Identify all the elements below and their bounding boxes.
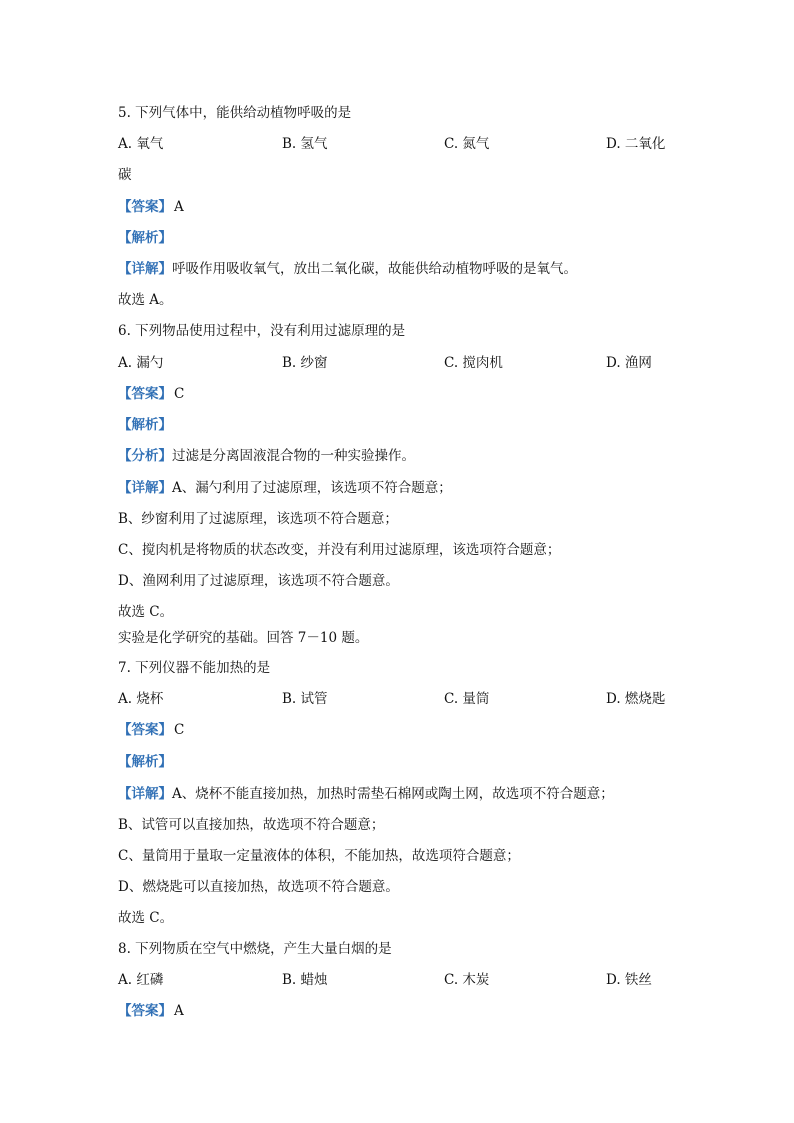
q8-answer-value: A [174, 1003, 184, 1019]
q6-detail-a-text: A、漏勺利用了过滤原理，该选项不符合题意； [172, 480, 452, 496]
q8-stem: 8. 下列物质在空气中燃烧，产生大量白烟的是 [118, 941, 392, 957]
q5-option-wrap: 碳 [118, 167, 132, 183]
q7-detail-b: B、试管可以直接加热，故选项不符合题意； [118, 817, 385, 833]
answer-tag: 【答案】 [118, 1003, 172, 1019]
q6-detail-c: C、搅肉机是将物质的状态改变，并没有利用过滤原理，该选项符合题意； [118, 542, 561, 558]
q7-detail-a [118, 785, 614, 803]
detail-tag: 【详解】 [118, 786, 172, 802]
q7-answer [118, 721, 184, 739]
q5-answer-value: A [174, 199, 184, 215]
answer-tag: 【答案】 [118, 386, 172, 402]
q6-answer [118, 385, 184, 403]
q7-option-a: A. 烧杯 [118, 691, 164, 707]
q6-answer-value: C [174, 386, 185, 402]
q6-fenxi [118, 447, 415, 465]
answer-tag: 【答案】 [118, 199, 172, 215]
q5-detail [118, 260, 577, 278]
q5-option-b: B. 氢气 [282, 136, 328, 152]
analysis-tag: 【解析】 [118, 417, 172, 433]
q6-detail-b: B、纱窗利用了过滤原理，该选项不符合题意； [118, 511, 398, 527]
detail-tag: 【详解】 [118, 480, 172, 496]
q6-detail-d: D、渔网利用了过滤原理，该选项不符合题意。 [118, 573, 399, 589]
q7-stem: 7. 下列仪器不能加热的是 [118, 660, 271, 676]
q7-option-c: C. 量筒 [444, 691, 490, 707]
q7-option-b: B. 试管 [282, 691, 328, 707]
intro-7-10: 实验是化学研究的基础。回答 7－10 题。 [118, 630, 369, 646]
q5-option-d: D. 二氧化 [606, 136, 666, 152]
q7-detail-d: D、燃烧匙可以直接加热，故选项不符合题意。 [118, 879, 399, 895]
q8-option-c: C. 木炭 [444, 972, 490, 988]
q5-option-a: A. 氧气 [118, 136, 164, 152]
q5-option-c: C. 氮气 [444, 136, 490, 152]
q5-detail-text: 呼吸作用吸收氧气，放出二氧化碳，故能供给动植物呼吸的是氧气。 [172, 261, 577, 277]
q5-conclusion: 故选 A。 [118, 292, 173, 308]
q7-answer-value: C [174, 722, 185, 738]
detail-tag: 【详解】 [118, 261, 172, 277]
q6-option-c: C. 搅肉机 [444, 355, 503, 371]
q6-fenxi-text: 过滤是分离固液混合物的一种实验操作。 [172, 448, 415, 464]
q6-conclusion: 故选 C。 [118, 604, 174, 620]
q6-detail-a [118, 479, 452, 497]
answer-tag: 【答案】 [118, 722, 172, 738]
q7-detail-c: C、量筒用于量取一定量液体的体积，不能加热，故选项符合题意； [118, 848, 520, 864]
analysis-tag: 【解析】 [118, 230, 172, 246]
q8-answer [118, 1002, 184, 1020]
q6-option-d: D. 渔网 [606, 355, 652, 371]
q7-detail-a-text: A、烧杯不能直接加热，加热时需垫石棉网或陶土网，故选项不符合题意； [172, 786, 614, 802]
q8-option-b: B. 蜡烛 [282, 972, 328, 988]
q7-analysis-tag [118, 753, 172, 771]
q6-stem: 6. 下列物品使用过程中，没有利用过滤原理的是 [118, 323, 406, 339]
q5-answer [118, 198, 184, 216]
q6-option-a: A. 漏勺 [118, 355, 164, 371]
q6-option-b: B. 纱窗 [282, 355, 328, 371]
analysis-tag: 【解析】 [118, 754, 172, 770]
fenxi-tag: 【分析】 [118, 448, 172, 464]
q7-conclusion: 故选 C。 [118, 910, 174, 926]
q8-option-a: A. 红磷 [118, 972, 164, 988]
q5-analysis-tag [118, 229, 172, 247]
q7-option-d: D. 燃烧匙 [606, 691, 666, 707]
q5-stem: 5. 下列气体中，能供给动植物呼吸的是 [118, 105, 352, 121]
q6-analysis-tag [118, 416, 172, 434]
q8-option-d: D. 铁丝 [606, 972, 652, 988]
